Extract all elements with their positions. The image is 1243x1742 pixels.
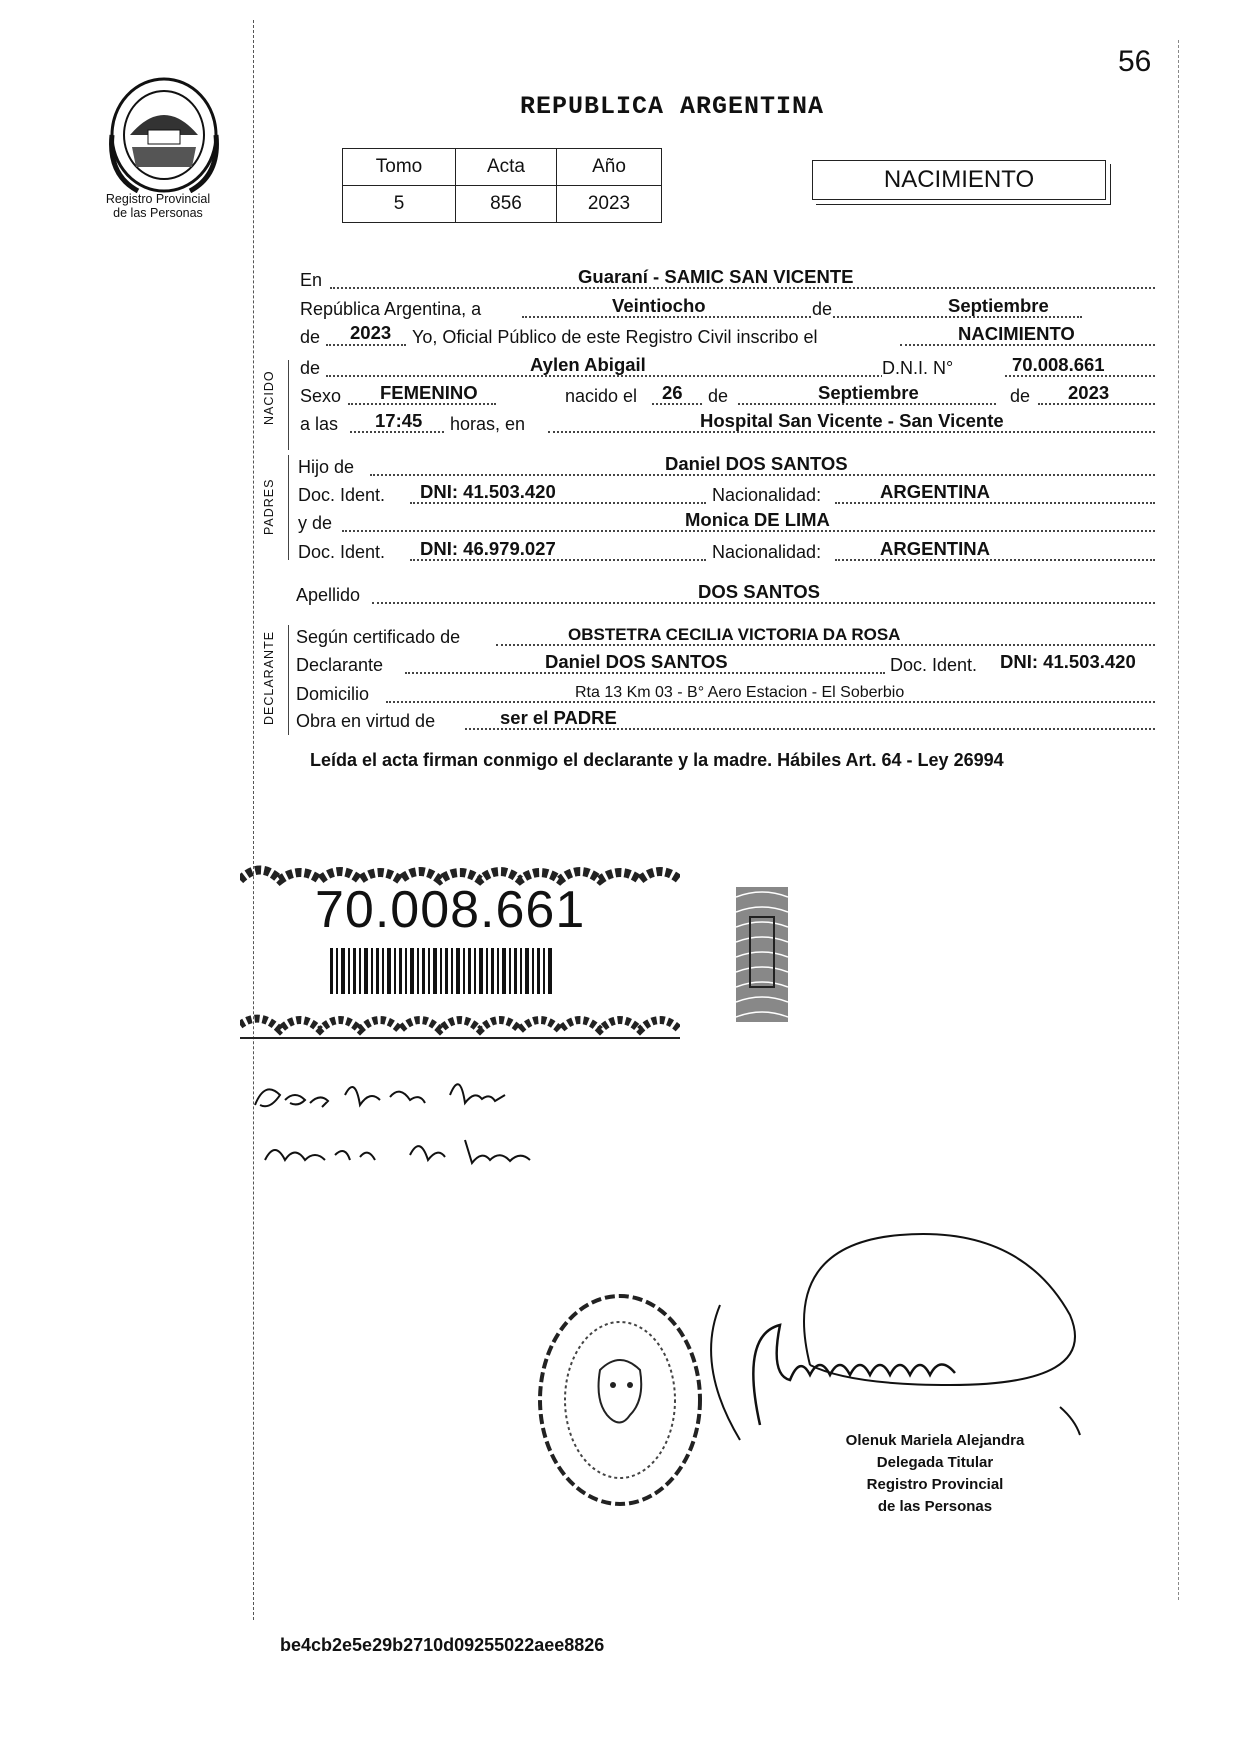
birth-place-value: Hospital San Vicente - San Vicente — [700, 410, 1004, 431]
row-birth-place — [300, 409, 1155, 435]
label-segun-certificado: Según certificado de — [296, 627, 461, 647]
day-value: Veintiocho — [612, 295, 706, 316]
surname-value: DOS SANTOS — [698, 581, 820, 602]
row-father-doc — [300, 480, 1155, 506]
mother-doc-value: DNI: 46.979.027 — [420, 538, 556, 559]
register-value-anio: 2023 — [557, 186, 662, 223]
birth-year-value: 2023 — [1068, 382, 1110, 403]
official-stamp-icon — [535, 1290, 705, 1510]
barcode-icon — [330, 948, 552, 994]
label-domicilio: Domicilio — [296, 684, 370, 704]
act-word-value: NACIMIENTO — [958, 323, 1075, 344]
register-header-acta: Acta — [456, 149, 557, 186]
label-de-4: de — [708, 386, 729, 406]
security-hologram-icon — [736, 887, 788, 1022]
official-office-1: Registro Provincial — [866, 1476, 1004, 1493]
official-name: Olenuk Mariela Alejandra — [845, 1432, 1025, 1449]
capacity-value: ser el PADRE — [500, 707, 617, 728]
label-horas-en: horas, en — [450, 414, 526, 434]
label-a-las: a las — [300, 414, 339, 434]
label-y-de: y de — [298, 513, 333, 533]
child-dni-value: 70.008.661 — [1012, 354, 1105, 375]
row-mother — [300, 508, 1155, 534]
row-declarant — [296, 650, 1155, 676]
place-value: Guaraní - SAMIC SAN VICENTE — [578, 266, 854, 287]
row-year — [300, 322, 1155, 348]
org-name — [88, 192, 228, 220]
address-value: Rta 13 Km 03 - B° Aero Estacion - El Soberbio — [575, 684, 905, 701]
label-de-2: de — [300, 327, 321, 347]
official-signature-icon — [700, 1225, 1100, 1445]
section-bar-nacido — [288, 360, 289, 450]
label-nacionalidad-1: Nacionalidad: — [712, 485, 822, 505]
row-date — [300, 294, 1155, 320]
label-doc-ident-1: Doc. Ident. — [298, 485, 386, 505]
declarant-value: Daniel DOS SANTOS — [545, 651, 728, 672]
handwritten-signatures-icon — [250, 1065, 540, 1175]
row-child-name — [300, 353, 1155, 379]
label-en: En — [300, 270, 323, 290]
birth-time-value: 17:45 — [375, 410, 423, 431]
section-label-declarante: DECLARANTE — [262, 630, 276, 725]
row-capacity — [296, 706, 1155, 732]
register-value-tomo: 5 — [343, 186, 456, 223]
father-doc-value: DNI: 41.503.420 — [420, 481, 556, 502]
label-doc-ident-2: Doc. Ident. — [298, 542, 386, 562]
label-de-3: de — [300, 358, 321, 378]
org-line-2: de las Personas — [113, 206, 203, 220]
label-nacido-el: nacido el — [565, 386, 638, 406]
label-republica: República Argentina, a — [300, 299, 482, 319]
row-father — [300, 452, 1155, 478]
left-margin-line — [253, 20, 254, 1620]
label-nacionalidad-2: Nacionalidad: — [712, 542, 822, 562]
birth-day-value: 26 — [662, 382, 683, 403]
label-dni: D.N.I. N° — [882, 358, 954, 378]
label-doc-ident-3: Doc. Ident. — [890, 655, 978, 675]
official-office-2: de las Personas — [877, 1498, 993, 1515]
act-type-box: NACIMIENTO — [812, 160, 1106, 200]
mother-nationality-value: ARGENTINA — [880, 538, 990, 559]
section-bar-declarante — [288, 625, 289, 735]
father-nationality-value: ARGENTINA — [880, 481, 990, 502]
label-de-5: de — [1010, 386, 1031, 406]
mother-value: Monica DE LIMA — [685, 509, 830, 530]
security-dni-number: 70.008.661 — [315, 881, 586, 939]
birth-month-value: Septiembre — [818, 382, 919, 403]
label-hijo-de: Hijo de — [298, 457, 355, 477]
section-label-padres: PADRES — [262, 478, 276, 535]
row-mother-doc — [300, 537, 1155, 563]
row-birth — [300, 381, 1155, 407]
label-declarante: Declarante — [296, 655, 384, 675]
register-header-anio: Año — [557, 149, 662, 186]
label-yo-oficial: Yo, Oficial Público de este Registro Civil inscribo el — [412, 327, 818, 347]
register-value-acta: 856 — [456, 186, 557, 223]
document-title: REPUBLICA ARGENTINA — [520, 92, 825, 121]
official-signature-block — [800, 1430, 1070, 1518]
closing-note: Leída el acta firman conmigo el declarante y la madre. Hábiles Art. 64 - Ley 26994 — [310, 750, 1004, 770]
province-seal-icon — [108, 75, 220, 193]
register-header-tomo: Tomo — [343, 149, 456, 186]
section-label-nacido: NACIDO — [262, 370, 276, 425]
year-value: 2023 — [350, 322, 392, 343]
child-name-value: Aylen Abigail — [530, 354, 646, 375]
document-hash: be4cb2e5e29b2710d09255022aee8826 — [280, 1635, 605, 1655]
declarant-doc-value: DNI: 41.503.420 — [1000, 651, 1136, 672]
label-apellido: Apellido — [296, 585, 361, 605]
row-certifier — [296, 622, 1155, 648]
row-address — [296, 679, 1155, 705]
sex-value: FEMENINO — [380, 382, 478, 403]
page-number: 56 — [1118, 45, 1152, 78]
month-value: Septiembre — [948, 295, 1049, 316]
label-sexo: Sexo — [300, 386, 342, 406]
security-wave-bottom-icon — [240, 1010, 680, 1040]
row-place — [300, 265, 1155, 291]
certifier-value: OBSTETRA CECILIA VICTORIA DA ROSA — [568, 625, 901, 644]
section-bar-padres — [288, 455, 289, 560]
row-surname — [296, 580, 1155, 606]
right-margin-line — [1178, 40, 1179, 1600]
register-table — [342, 148, 662, 223]
label-obra-en-virtud: Obra en virtud de — [296, 711, 436, 731]
org-line-1: Registro Provincial — [105, 192, 211, 206]
official-role: Delegada Titular — [876, 1454, 994, 1471]
father-value: Daniel DOS SANTOS — [665, 453, 848, 474]
label-de-1: de — [812, 299, 833, 319]
